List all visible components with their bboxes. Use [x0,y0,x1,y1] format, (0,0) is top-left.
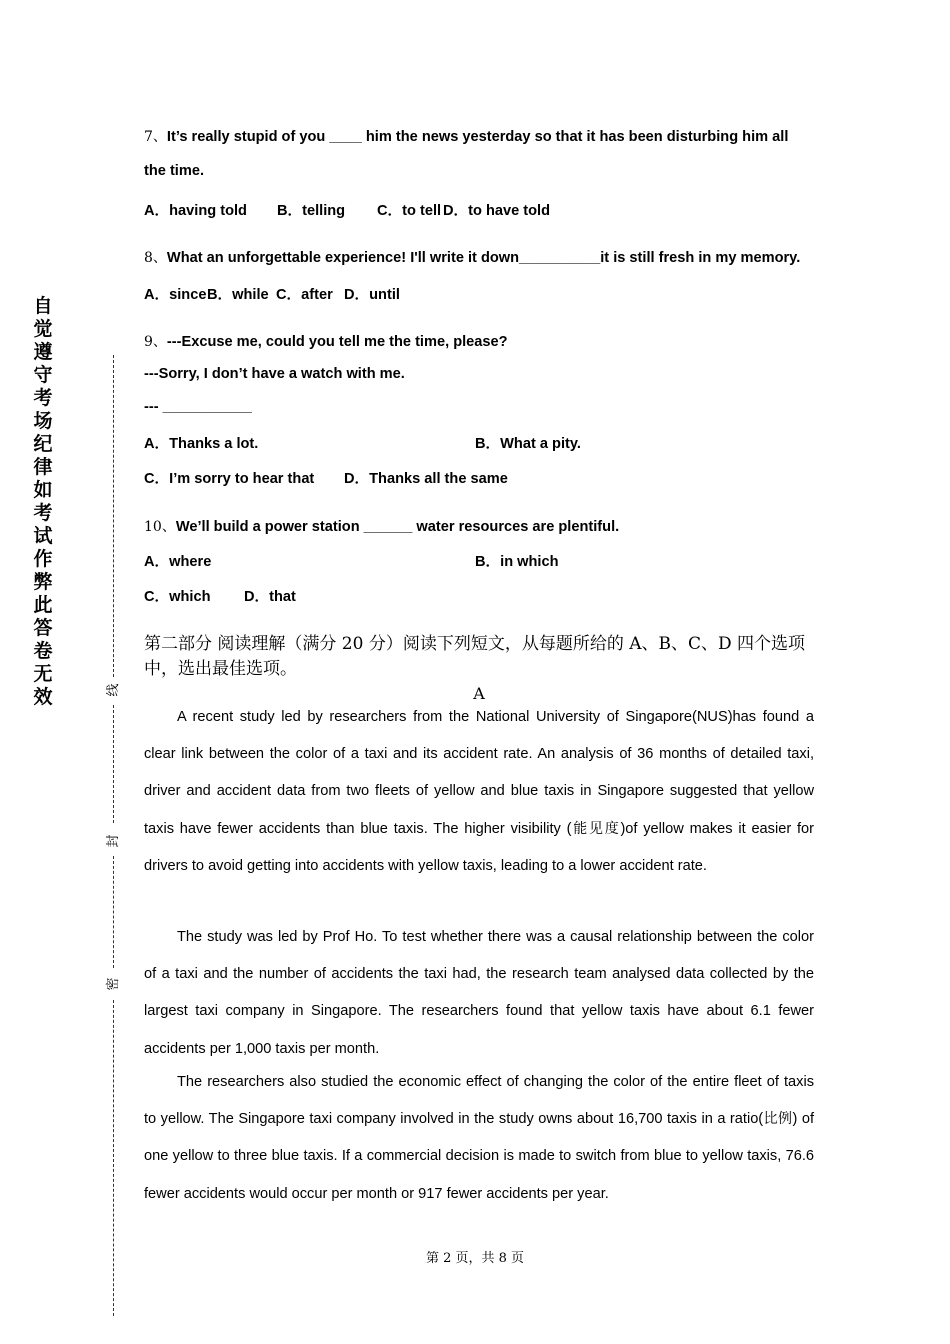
binding-notice: 自觉遵守考场纪律如考试作弊此答卷无效 [33,295,53,708]
question-number: 10、 [144,519,176,535]
passage-paragraph-3: The researchers also studied the economic effect of changing the color of the entire fleet of taxis to yellow. The Singapore taxi company involved in the study owns about 16,700 taxis in a ratio(比例) of one yellow to three blue taxis. If a commercial decision is made to switch from blue to yellow taxis, 76.6 fewer accidents would occur per month or 917 fewer accidents per year. [144,1074,815,1202]
binding-mark-seal: 封 [106,834,121,848]
question-9-stem [144,331,814,351]
passage-letter: A [473,684,485,703]
question-7-option-d[interactable]: D．to have told [443,203,551,219]
section-title: 第二部分 阅读理解（满分 20 分）阅读下列短文，从每题所给的 A、B、C、D 四个选项中，选出最佳选项。 [144,634,806,679]
question-9-option-a[interactable]: A．Thanks a lot. [144,436,259,452]
binding-mark-line: 线 [106,683,121,697]
question-8-stem [144,247,814,267]
binding-mark-secret: 密 [106,977,121,991]
binding-dashed-line-bottom [113,1000,114,1316]
question-9-option-d[interactable]: D．Thanks all the same [344,471,508,487]
passage-paragraph-2: The study was led by Prof Ho. To test whether there was a causal relationship between the color of a taxi and the number of accidents the taxi had, the research team analysed data collected by the largest taxi company in Singapore. The researchers found that yellow taxis have about 6.1 fewer accidents per 1,000 taxis per month. [144,929,814,1057]
question-10-option-d[interactable]: D．that [244,589,296,605]
question-number: 7、 [144,129,167,145]
question-number: 8、 [144,250,167,266]
binding-dashed-line-top [113,355,114,677]
question-7-option-b[interactable]: B．telling [277,203,346,219]
question-9-dialogue-line-2: ---Sorry, I don’t have a watch with me. [144,366,405,382]
question-10-option-b[interactable]: B．in which [475,554,559,570]
question-9-option-b[interactable]: B．What a pity. [475,436,581,452]
question-text: What an unforgettable experience! I'll write it down__________it is still fresh in my memory. [166,250,801,266]
question-text: We’ll build a power station ______ water resources are plentiful. [175,519,620,535]
question-7-option-a[interactable]: A．having told [144,203,247,219]
question-9-dialogue-blank: --- ___________ [144,399,252,415]
question-10-option-c[interactable]: C．which [144,589,211,605]
question-9-option-c[interactable]: C．I’m sorry to hear that [144,471,315,487]
question-7-option-c[interactable]: C．to tell [377,203,442,219]
passage-paragraph-1: A recent study led by researchers from the National University of Singapore(NUS)has found a clear link between the color of a taxi and its accident rate. An analysis of 36 months of detailed taxi, driver and accident data from two fleets of yellow and blue taxis in Singapore suggested that yellow taxis have fewer accidents than blue taxis. The higher visibility (能见度)of yellow makes it easier for drivers to avoid getting into accidents with yellow taxis, leading to a lower accident rate. [144,709,815,874]
question-number: 9、 [144,334,167,350]
question-8-option-b[interactable]: B．while [207,287,269,303]
question-7-stem-cont: the time. [144,163,205,179]
page-number-footer: 第 2 页，共 8 页 [425,1251,525,1266]
question-10-option-a[interactable]: A．where [144,554,212,570]
question-8-option-c[interactable]: C．after [276,287,333,303]
question-8-option-a[interactable]: A．since [144,287,207,303]
question-text: ---Excuse me, could you tell me the time, please? [166,334,508,350]
question-7-stem [144,126,814,146]
binding-dashed-line-middle-1 [113,705,114,823]
binding-dashed-line-middle-2 [113,856,114,968]
question-10-stem [144,516,814,536]
question-text: It’s really stupid of you ____ him the news yesterday so that it has been disturbing him all [166,129,789,145]
question-8-option-d[interactable]: D．until [344,287,400,303]
